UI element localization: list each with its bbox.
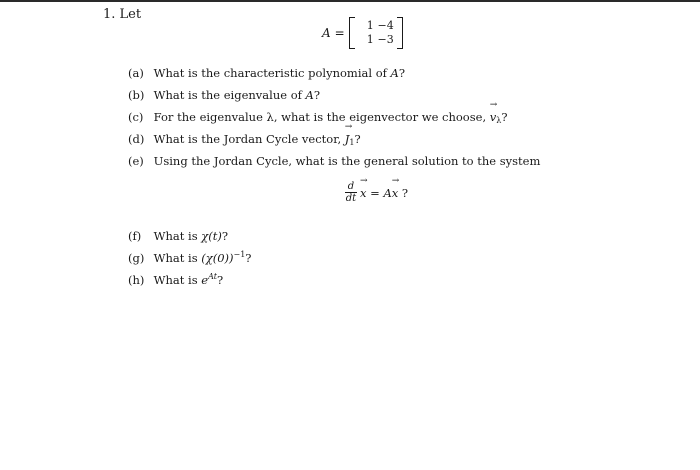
question-f [128, 228, 251, 250]
matrix-cell: −3 [377, 33, 394, 46]
matrix-name: A [322, 26, 331, 40]
question-math: e [201, 273, 209, 287]
question-c [128, 110, 540, 132]
question-end: ? [216, 273, 224, 287]
state-vector: → x [360, 186, 367, 200]
state-vector-rhs: → x [392, 186, 399, 200]
matrix-cell: −4 [377, 19, 394, 32]
question-label: (d) [128, 132, 145, 146]
eigenvector-subscript: λ [496, 116, 502, 125]
question-end: ? [313, 88, 321, 102]
equation-rhs: = A [366, 185, 392, 200]
eigenvector-symbol: → v [490, 110, 497, 124]
matrix-definition [322, 16, 403, 50]
question-text: Using the Jordan Cycle, what is the general solution to the system [153, 154, 541, 168]
question-math: χ(t) [201, 229, 222, 243]
question-label: (c) [128, 110, 144, 124]
question-e [128, 154, 540, 176]
matrix-cell: 1 [366, 33, 374, 46]
question-label: (b) [128, 88, 145, 102]
question-h [128, 272, 251, 294]
question-end: ? [245, 251, 252, 265]
matrix-cell: 1 [366, 19, 374, 32]
matrix-entries [355, 19, 397, 47]
question-math: (χ(0)) [201, 251, 234, 265]
question-label: (e) [128, 154, 144, 168]
problem-number: 1. Let [103, 7, 142, 22]
jordan-vector-subscript: 1 [349, 138, 355, 147]
right-bracket [397, 17, 403, 49]
question-end: ? [501, 110, 508, 124]
question-sup: At [208, 272, 217, 281]
question-text: What is the Jordan Cycle vector, [153, 132, 345, 146]
question-text: What is [153, 251, 202, 265]
question-label: (a) [128, 66, 144, 80]
question-end: ? [354, 132, 361, 146]
question-g [128, 250, 251, 272]
question-text: What is the eigenvalue of [153, 88, 306, 102]
question-label: (g) [128, 251, 145, 265]
question-list [128, 66, 540, 176]
question-sup: −1 [233, 250, 246, 259]
question-text: For the eigenvalue λ, what is the eigenvector we choose, [153, 110, 490, 124]
equals-sign: = [334, 26, 345, 40]
differential-equation [345, 181, 408, 204]
question-label: (f) [128, 229, 142, 243]
question-text: What is [153, 273, 202, 287]
jordan-vector-symbol: → J [345, 132, 350, 146]
question-text: What is [153, 229, 202, 243]
derivative-fraction [345, 181, 357, 204]
question-d [128, 132, 540, 154]
fraction-numerator: d [347, 181, 355, 192]
question-a [128, 66, 540, 88]
top-border [0, 0, 700, 2]
question-list-2 [128, 228, 251, 294]
fraction-denominator: dt [345, 193, 357, 204]
question-label: (h) [128, 273, 145, 287]
question-text: What is the characteristic polynomial of [153, 66, 391, 80]
question-b [128, 88, 540, 110]
question-var: A [390, 66, 399, 80]
question-end: ? [221, 229, 229, 243]
equation-end: ? [398, 185, 409, 200]
question-end: ? [398, 66, 406, 80]
question-var: A [305, 88, 314, 102]
